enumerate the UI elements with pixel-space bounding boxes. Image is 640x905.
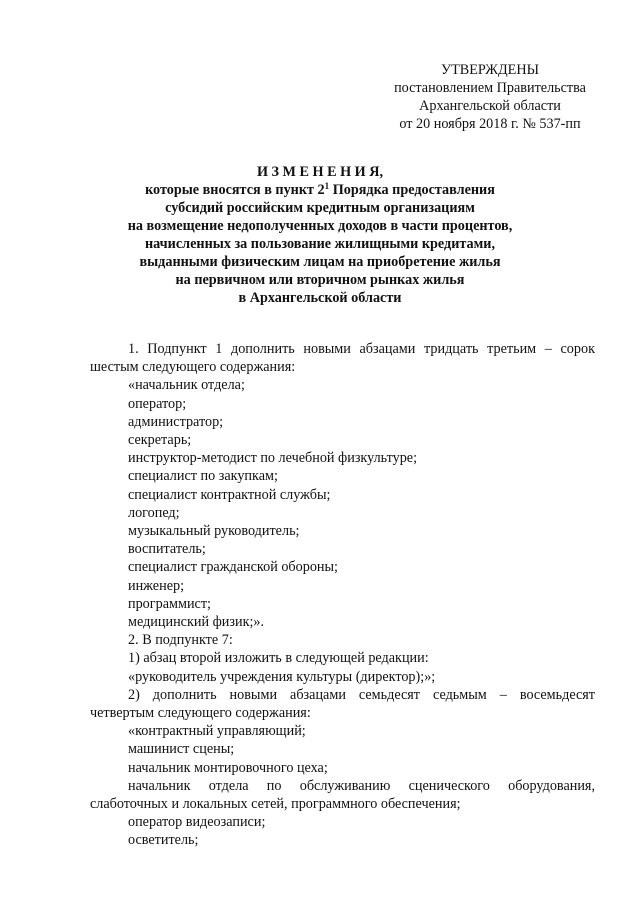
item-2-sub-1: 1) абзац второй изложить в следующей редакции: [128,650,429,667]
list-entry: машинист сцены; [128,741,235,758]
title-line-5: выданными физическим лицам на приобретение жилья [139,254,501,270]
item-2-list-b [90,813,595,849]
title-line-7: в Архангельской области [238,290,402,306]
title-line-2: субсидий российским кредитным организациям [165,200,475,216]
item-1-line-1: 1. Подпункт 1 дополнить новыми абзацами тридцать третьим – сорок [128,341,595,357]
title-line-1 [90,181,550,199]
title-line-1-rest: Порядка предоставления [329,182,495,198]
approval-issuer: постановлением Правительства [394,80,586,96]
approval-label: УТВЕРЖДЕНЫ [441,62,539,78]
item-1-list [90,376,595,631]
item-1-line-2: шестым следующего содержания: [90,359,296,376]
title-line-6: на первичном или вторичном рынках жилья [175,272,465,288]
list-entry: специалист контрактной службы; [128,486,331,503]
list-entry: программист; [128,595,211,612]
document-title [90,163,550,307]
list-entry: оператор видеозаписи; [128,814,266,831]
item-2-sub-2-line-1: 2) дополнить новыми абзацами семьдесят седьмым – восемьдесят [128,686,595,703]
list-entry: музыкальный руководитель; [128,523,300,540]
list-entry: администратор; [128,413,224,430]
list-entry: осветитель; [128,832,199,849]
document-body [90,340,595,850]
approval-region: Архангельской области [419,98,561,114]
title-superscript: 1 [324,181,330,191]
list-entry: специалист гражданской обороны; [128,559,338,576]
list-entry: инструктор-методист по лечебной физкультуре; [128,450,418,467]
list-entry: специалист по закупкам; [128,468,278,485]
title-line-4: начисленных за пользование жилищными кредитами, [144,236,496,252]
list-entry: воспитатель; [128,541,206,558]
list-entry: начальник монтировочного цеха; [128,759,328,776]
title-line-3: на возмещение недополученных доходов в части процентов, [127,218,513,234]
item-2: 2. В подпункте 7: [128,632,233,649]
approval-stamp [380,61,600,133]
list-entry: «контрактный управляющий; [128,723,306,740]
list-entry: секретарь; [128,432,192,449]
list-entry: инженер; [128,577,185,594]
list-entry: логопед; [128,504,180,521]
item-2-sub-2-line-2: четвертым следующего содержания: [90,705,311,722]
list-entry: «начальник отдела; [128,377,245,394]
list-entry: оператор; [128,395,187,412]
approval-date: от 20 ноября 2018 г. № 537-пп [399,116,581,132]
title-line-1-text: которые вносятся в пункт 2 [145,182,325,198]
item-2-list-a [90,722,595,777]
item-2-sub-1-text: «руководитель учреждения культуры (директор);»; [128,668,436,685]
list-2-long-line-2: слаботочных и локальных сетей, программного обеспечения; [90,796,461,813]
list-entry: медицинский физик;». [128,614,265,631]
title-heading: И З М Е Н Е Н И Я, [256,164,384,180]
list-2-long-line-1: начальник отдела по обслуживанию сценического оборудования, [128,777,595,794]
